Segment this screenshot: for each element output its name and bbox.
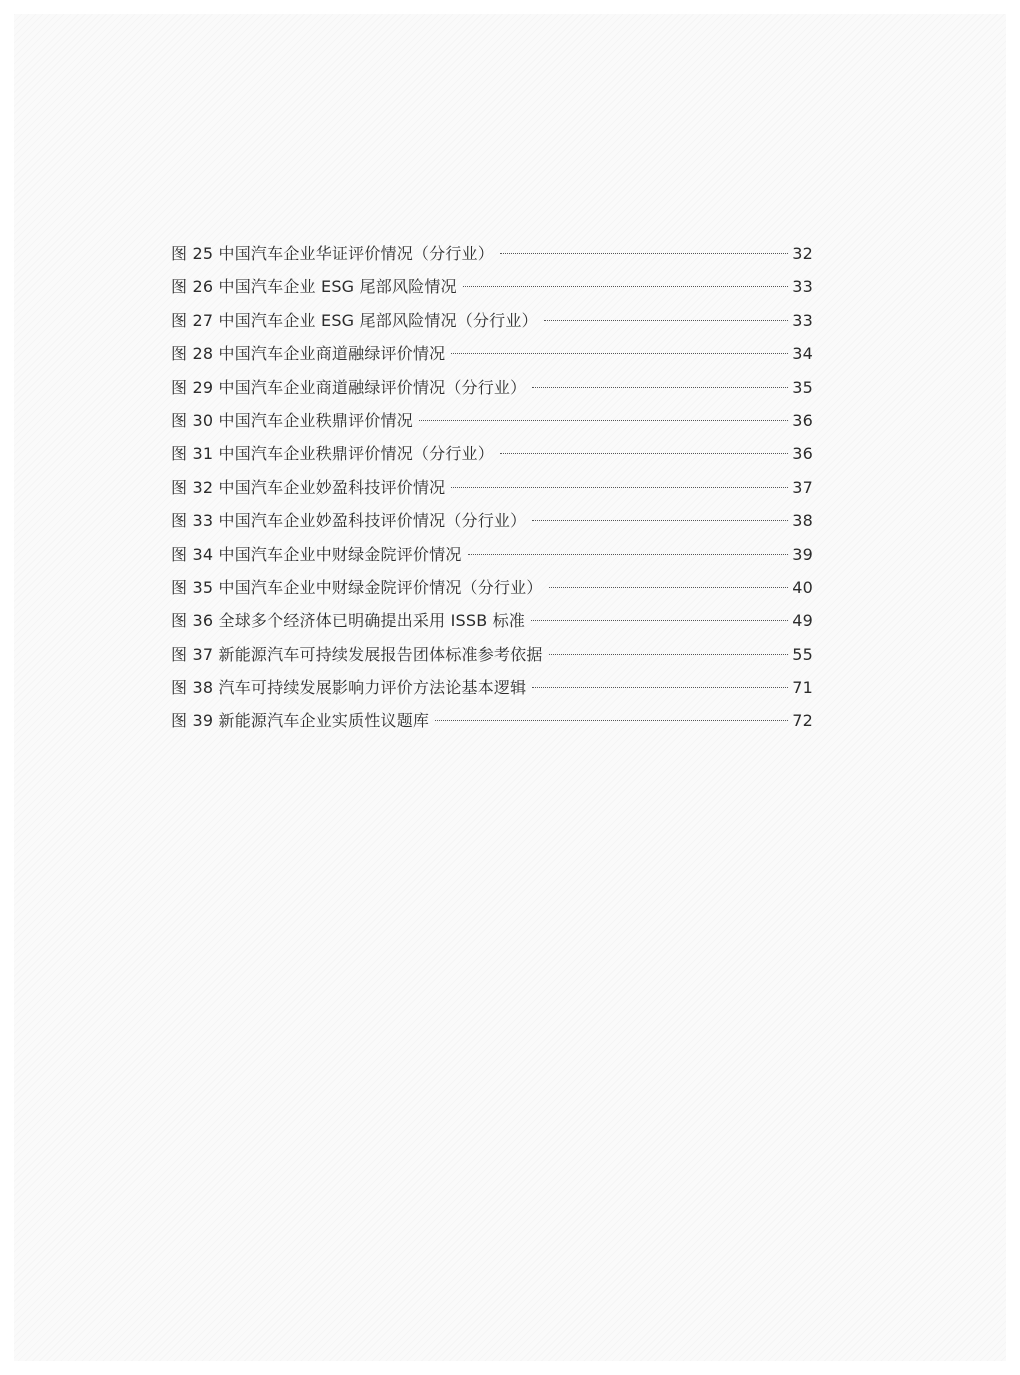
document-page (14, 14, 1006, 1361)
toc-entry-page-number: 49 (792, 611, 813, 631)
toc-entry-page-number: 55 (792, 644, 813, 664)
dot-leader (419, 420, 788, 421)
toc-entry[interactable] (171, 477, 813, 510)
dot-leader (500, 253, 788, 254)
toc-entry-page-number: 34 (792, 344, 813, 364)
dot-leader (435, 720, 788, 721)
toc-entry-page-number: 33 (792, 310, 813, 330)
toc-entry-page-number: 40 (792, 577, 813, 597)
toc-entry[interactable] (171, 677, 813, 710)
toc-entry[interactable] (171, 243, 813, 276)
toc-entry-title: 图 29 中国汽车企业商道融绿评价情况（分行业） (171, 377, 527, 397)
toc-entry[interactable] (171, 710, 813, 743)
toc-entry-page-number: 36 (792, 410, 813, 430)
toc-entry[interactable] (171, 510, 813, 543)
toc-entry[interactable] (171, 577, 813, 610)
toc-entry-title: 图 31 中国汽车企业秩鼎评价情况（分行业） (171, 444, 494, 464)
toc-entry-title: 图 26 中国汽车企业 ESG 尾部风险情况 (171, 277, 457, 297)
toc-entry-title: 图 27 中国汽车企业 ESG 尾部风险情况（分行业） (171, 310, 538, 330)
dot-leader (500, 453, 788, 454)
toc-entry-title: 图 35 中国汽车企业中财绿金院评价情况（分行业） (171, 577, 543, 597)
toc-entry-title: 图 37 新能源汽车可持续发展报告团体标准参考依据 (171, 644, 543, 664)
toc-entry-title: 图 25 中国汽车企业华证评价情况（分行业） (171, 244, 494, 263)
toc-entry[interactable] (171, 310, 813, 343)
toc-entry[interactable] (171, 276, 813, 309)
dot-leader (532, 687, 788, 688)
toc-entry-title: 图 36 全球多个经济体已明确提出采用 ISSB 标准 (171, 611, 526, 631)
toc-entry-title: 图 28 中国汽车企业商道融绿评价情况 (171, 344, 446, 364)
dot-leader (451, 487, 788, 488)
toc-entry[interactable] (171, 644, 813, 677)
dot-leader (532, 387, 788, 388)
toc-entry-title: 图 38 汽车可持续发展影响力评价方法论基本逻辑 (171, 678, 527, 698)
dot-leader (549, 654, 789, 655)
toc-entry-title: 图 39 新能源汽车企业实质性议题库 (171, 711, 430, 731)
toc-entry-page-number: 33 (792, 277, 813, 297)
toc-entry[interactable] (171, 377, 813, 410)
dot-leader (531, 620, 788, 621)
dot-leader (544, 320, 788, 321)
toc-entry[interactable] (171, 343, 813, 376)
dot-leader (532, 520, 788, 521)
toc-entry-title: 图 33 中国汽车企业妙盈科技评价情况（分行业） (171, 511, 527, 531)
toc-entry-page-number: 72 (792, 711, 813, 731)
toc-entry-page-number: 36 (792, 444, 813, 464)
toc-entry-title: 图 34 中国汽车企业中财绿金院评价情况 (171, 544, 462, 564)
toc-entry-page-number: 38 (792, 511, 813, 531)
dot-leader (463, 286, 788, 287)
toc-entry-page-number: 32 (792, 244, 813, 263)
dot-leader (549, 587, 789, 588)
toc-entry[interactable] (171, 410, 813, 443)
toc-entry-title: 图 30 中国汽车企业秩鼎评价情况 (171, 410, 413, 430)
toc-entry-page-number: 35 (792, 377, 813, 397)
toc-entry-title: 图 32 中国汽车企业妙盈科技评价情况 (171, 477, 446, 497)
toc-entry[interactable] (171, 544, 813, 577)
toc-entry-page-number: 71 (792, 678, 813, 698)
toc-entry-page-number: 39 (792, 544, 813, 564)
toc-entry-page-number: 37 (792, 477, 813, 497)
toc-entry[interactable] (171, 443, 813, 476)
dot-leader (451, 353, 788, 354)
dot-leader (468, 554, 789, 555)
list-of-figures (171, 243, 813, 744)
toc-entry[interactable] (171, 610, 813, 643)
